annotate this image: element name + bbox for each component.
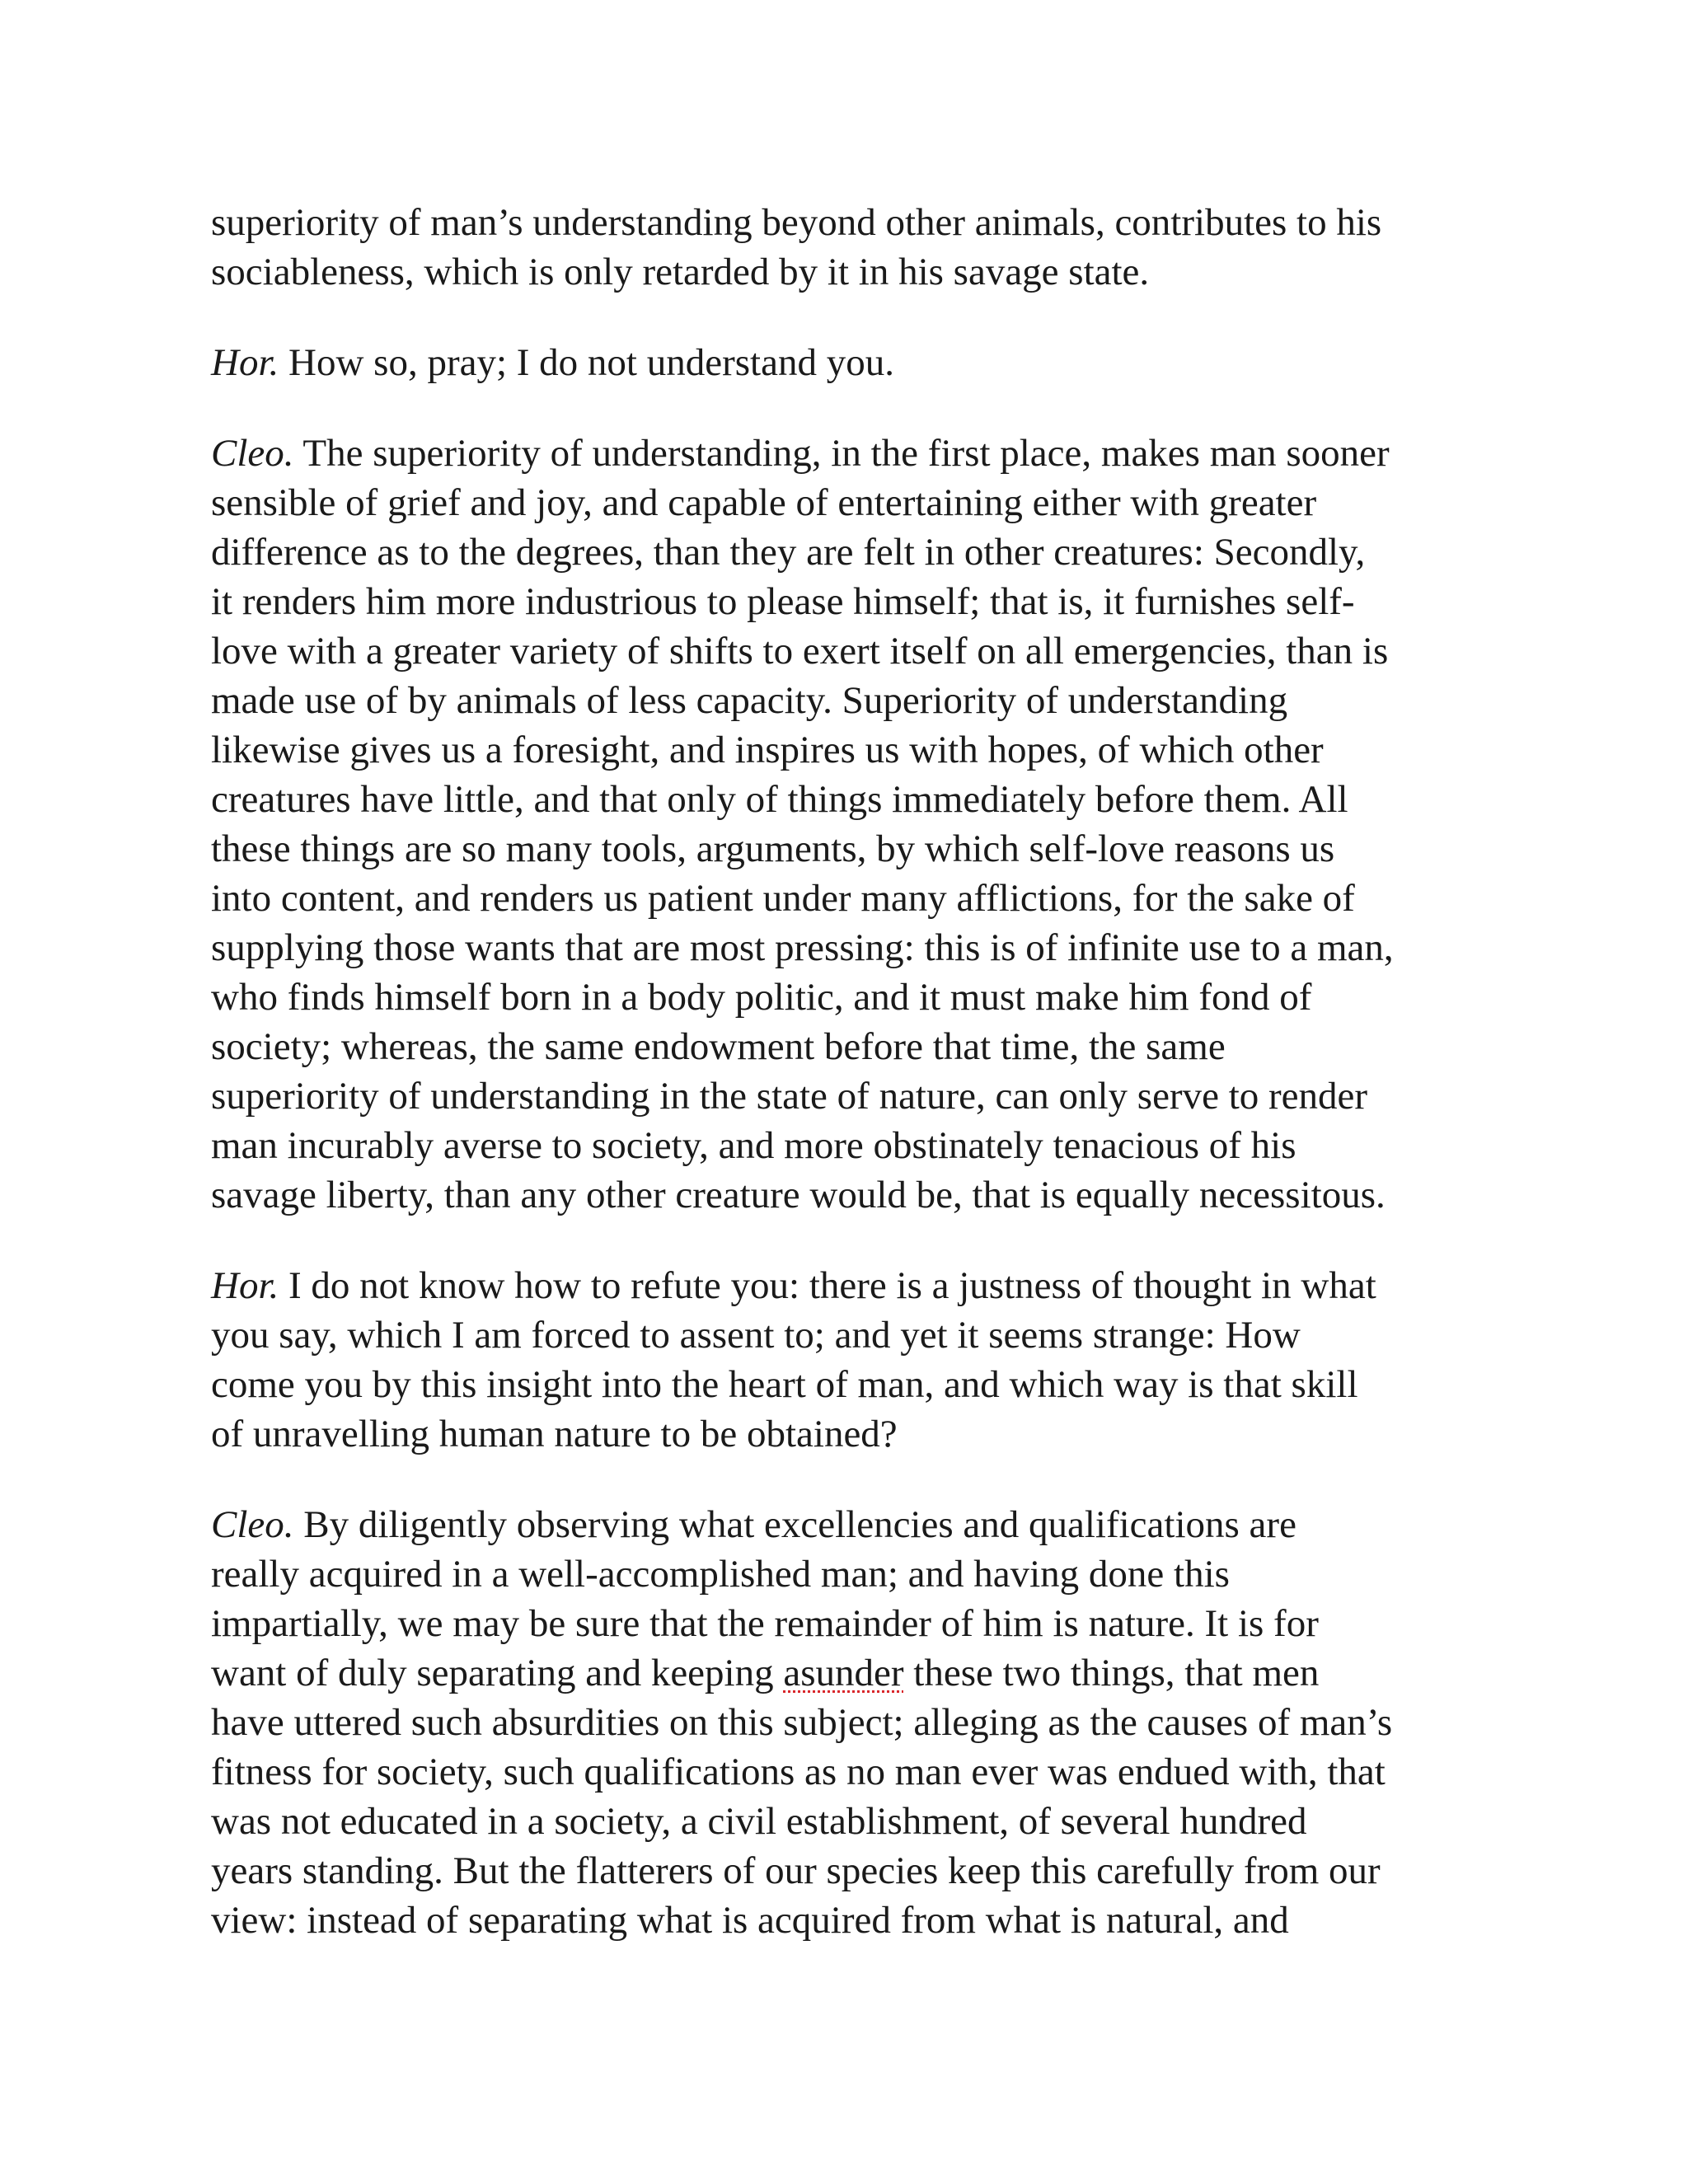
text-line [211, 338, 1513, 387]
text-line: love with a greater variety of shifts to exert itself on all emergencies, than is [211, 630, 1389, 673]
text-line [211, 1261, 1513, 1310]
text-line: it renders him more industrious to please himself; that is, it furnishes self- [211, 580, 1355, 623]
text-line: view: instead of separating what is acquired from what is natural, and [211, 1899, 1289, 1942]
text-line: you say, which I am forced to assent to; and yet it seems strange: How [211, 1314, 1301, 1357]
speaker-name: Hor. [211, 341, 279, 384]
text-fragment: I do not know how to refute you: there is a justness of thought in what [279, 1264, 1376, 1307]
text-line: man incurably averse to society, and more obstinately tenacious of his [211, 1124, 1296, 1167]
text-line: these things are so many tools, arguments, by which self-love reasons us [211, 827, 1335, 870]
text-line: who finds himself born in a body politic, and it must make him fond of [211, 976, 1312, 1019]
text-line: was not educated in a society, a civil establishment, of several hundred [211, 1800, 1307, 1843]
paragraph [211, 429, 1513, 1220]
text-line [211, 429, 1513, 478]
paragraph [211, 1261, 1513, 1459]
text-line: years standing. But the flatterers of our species keep this carefully from our [211, 1849, 1381, 1892]
text-line [211, 1500, 1513, 1549]
text-line: sensible of grief and joy, and capable of entertaining either with greater [211, 481, 1317, 524]
text-line: creatures have little, and that only of things immediately before them. All [211, 778, 1348, 821]
text-fragment: How so, pray; I do not understand you. [279, 341, 894, 384]
text-line: superiority of man’s understanding beyond other animals, contributes to his [211, 201, 1382, 244]
text-line: fitness for society, such qualifications as no man ever was endued with, that [211, 1750, 1386, 1793]
text-line: sociableness, which is only retarded by it in his savage state. [211, 251, 1150, 293]
text-fragment: By diligently observing what excellencies and qualifications are [293, 1503, 1296, 1546]
text-line [211, 1648, 1513, 1698]
speaker-name: Cleo. [211, 432, 294, 475]
paragraph [211, 1500, 1513, 1945]
speaker-name: Cleo. [211, 1503, 294, 1546]
text-line: supplying those wants that are most pressing: this is of infinite use to a man, [211, 926, 1394, 969]
text-line: of unravelling human nature to be obtained? [211, 1413, 898, 1455]
text-line: really acquired in a well-accomplished man; and having done this [211, 1553, 1230, 1596]
text-line: superiority of understanding in the state of nature, can only serve to render [211, 1075, 1368, 1118]
text-line: made use of by animals of less capacity. Superiority of understanding [211, 679, 1288, 722]
text-line: society; whereas, the same endowment before that time, the same [211, 1025, 1226, 1068]
text-line: come you by this insight into the heart of man, and which way is that skill [211, 1363, 1358, 1406]
text-line: impartially, we may be sure that the remainder of him is nature. It is for [211, 1602, 1319, 1645]
paragraph [211, 338, 1513, 387]
document-text [211, 198, 1513, 1986]
text-fragment: these two things, that men [903, 1652, 1320, 1694]
text-fragment: The superiority of understanding, in the first place, makes man sooner [293, 432, 1390, 475]
paragraph [211, 198, 1513, 297]
text-fragment: want of duly separating and keeping [211, 1652, 784, 1694]
spellcheck-flagged-word[interactable]: asunder [783, 1652, 904, 1694]
text-line: likewise gives us a foresight, and inspires us with hopes, of which other [211, 729, 1324, 771]
text-line: have uttered such absurdities on this subject; alleging as the causes of man’s [211, 1701, 1393, 1744]
text-line: savage liberty, than any other creature would be, that is equally necessitous. [211, 1174, 1386, 1216]
text-line: into content, and renders us patient under many afflictions, for the sake of [211, 877, 1355, 920]
text-line: difference as to the degrees, than they are felt in other creatures: Secondly, [211, 531, 1366, 574]
speaker-name: Hor. [211, 1264, 279, 1307]
